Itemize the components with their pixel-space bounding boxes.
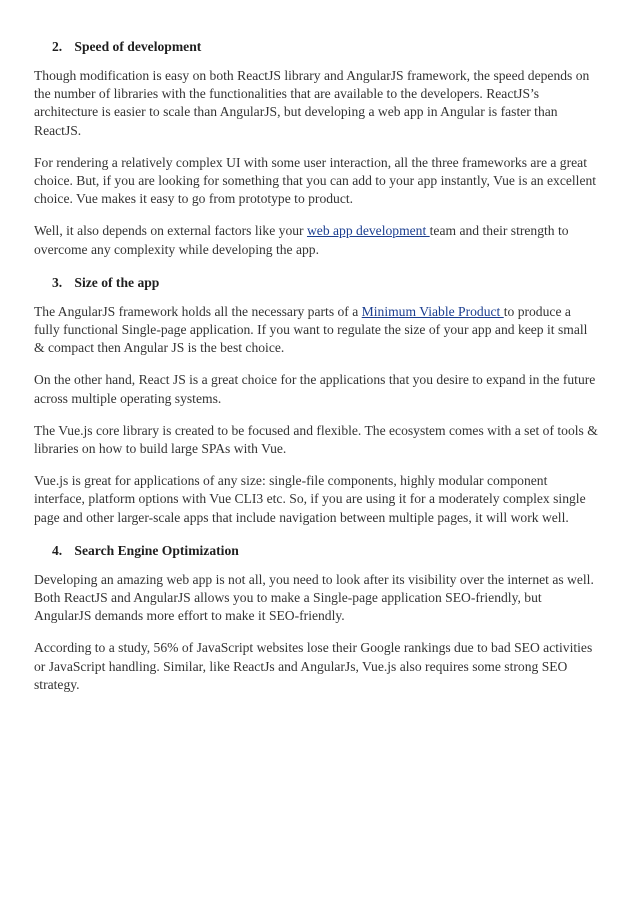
paragraph: For rendering a relatively complex UI with some user interaction, all the three frameworks are a great choice. But, if you are looking for something that you can add to your app instantly, Vue is an excellent choice. Vue makes it easy to go from prototype to product. — [34, 154, 597, 207]
paragraph: Though modification is easy on both ReactJS library and AngularJS framework, the speed depends on the number of libraries with the functionalities that are available to the developers. ReactJS’s architecture is easier to scale than AngularJS, but developing a web app in Angular is faster than ReactJS. — [34, 68, 590, 138]
paragraph-text: Well, it also depends on external factors like your — [34, 223, 307, 239]
section-title: Speed of development — [74, 39, 202, 54]
paragraph: On the other hand, React JS is a great choice for the applications that you desire to expand in the future across multiple operating systems. — [34, 372, 596, 406]
section-heading-speed — [34, 37, 598, 56]
paragraph-text: The AngularJS framework holds all the necessary parts of a — [34, 303, 362, 319]
section-title: Search Engine Optimization — [74, 542, 239, 558]
paragraph: The Vue.js core library is created to be focused and flexible. The ecosystem comes with a set of tools & libraries on how to build large SPAs with Vue. — [34, 422, 598, 457]
section-title: Size of the app — [74, 274, 160, 290]
section-number: 3. — [52, 274, 63, 290]
paragraph: Developing an amazing web app is not all, you need to look after its visibility over the internet as well. Both ReactJS and AngularJS allows you to make a Single-page application SEO-friendly, but AngularJS demands more effort to make it SEO-friendly. — [34, 571, 594, 624]
section-number: 4. — [52, 542, 63, 558]
paragraph: According to a study, 56% of JavaScript websites lose their Google rankings due to bad SEO activities or JavaScript handling. Similar, like ReactJs and AngularJs, Vue.js also requires some strong SEO strategy. — [34, 640, 593, 692]
paragraph-with-link — [34, 303, 598, 358]
section-heading-size — [34, 273, 598, 292]
paragraph-text: to produce a fully functional Single-page application. If you want to regulate the size of your app and keep it small & compact then Angular JS is the best choice. — [34, 303, 588, 356]
paragraph-text: team and their strength to overcome any complexity while developing the app. — [34, 223, 569, 257]
web-app-development-link[interactable]: web app development — [306, 223, 430, 239]
minimum-viable-product-link[interactable]: Minimum Viable Product — [361, 303, 504, 319]
section-number: 2. — [52, 39, 63, 54]
paragraph: Vue.js is great for applications of any size: single-file components, highly modular component interface, platform options with Vue CLI3 etc. So, if you are using it for a moderately complex single page and other larger-scale apps that include navigation between multiple pages, it will work well. — [34, 473, 586, 525]
section-heading-seo — [34, 541, 598, 560]
paragraph-with-link — [34, 222, 598, 258]
